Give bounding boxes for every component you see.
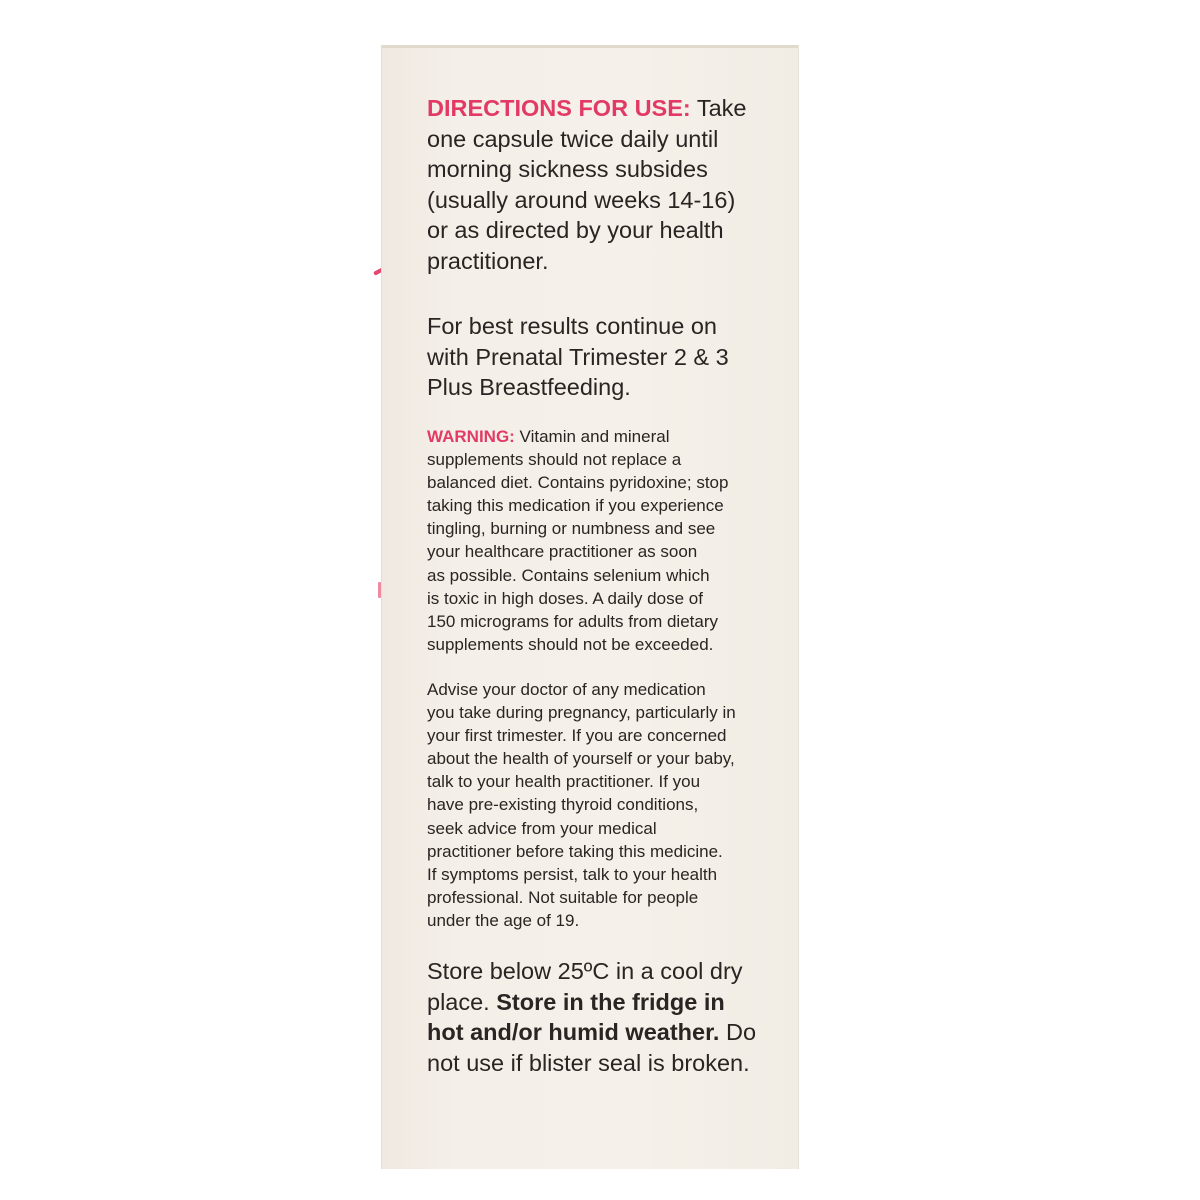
directions-for-use bbox=[427, 93, 787, 276]
storage-bold-text: Store in the fridge in hot and/or humid weather. bbox=[427, 988, 725, 1045]
storage-text-start: Store below 25ºC in a cool dry place. bbox=[427, 958, 743, 1015]
directions-label: DIRECTIONS FOR USE: bbox=[427, 95, 691, 121]
warning-section bbox=[427, 425, 787, 656]
box-top-edge bbox=[382, 45, 798, 48]
best-results-text: For best results continue on with Prenatal Trimester 2 & 3 Plus Breastfeeding. bbox=[427, 313, 729, 400]
directions-text: Take one capsule twice daily until morning sickness subsides (usually around weeks 14-16) or as directed by your health practitioner. bbox=[427, 95, 747, 274]
warning-text: Vitamin and mineral supplements should not replace a balanced diet. Contains pyridoxine; stop taking this medication if you experience tingling, burning or numbness and see your healthcare practitioner as soon as possible. Contains selenium which is toxic in high doses. A daily dose of 150 micrograms for adults from dietary supplements should not be exceeded. bbox=[427, 427, 729, 654]
advise-doctor-text: Advise your doctor of any medication you take during pregnancy, particularly in your first trimester. If you are concerned about the health of yourself or your baby, talk to your health practitioner. If you have pre-existing thyroid conditions, seek advice from your medical practitioner before taking this medicine. If symptoms persist, talk to your health professional. Not suitable for people under the age of 19. bbox=[427, 680, 736, 930]
warning-label: WARNING: bbox=[427, 427, 515, 446]
storage-text-end: Do not use if blister seal is broken. bbox=[427, 1019, 757, 1076]
storage-instructions bbox=[427, 956, 787, 1078]
